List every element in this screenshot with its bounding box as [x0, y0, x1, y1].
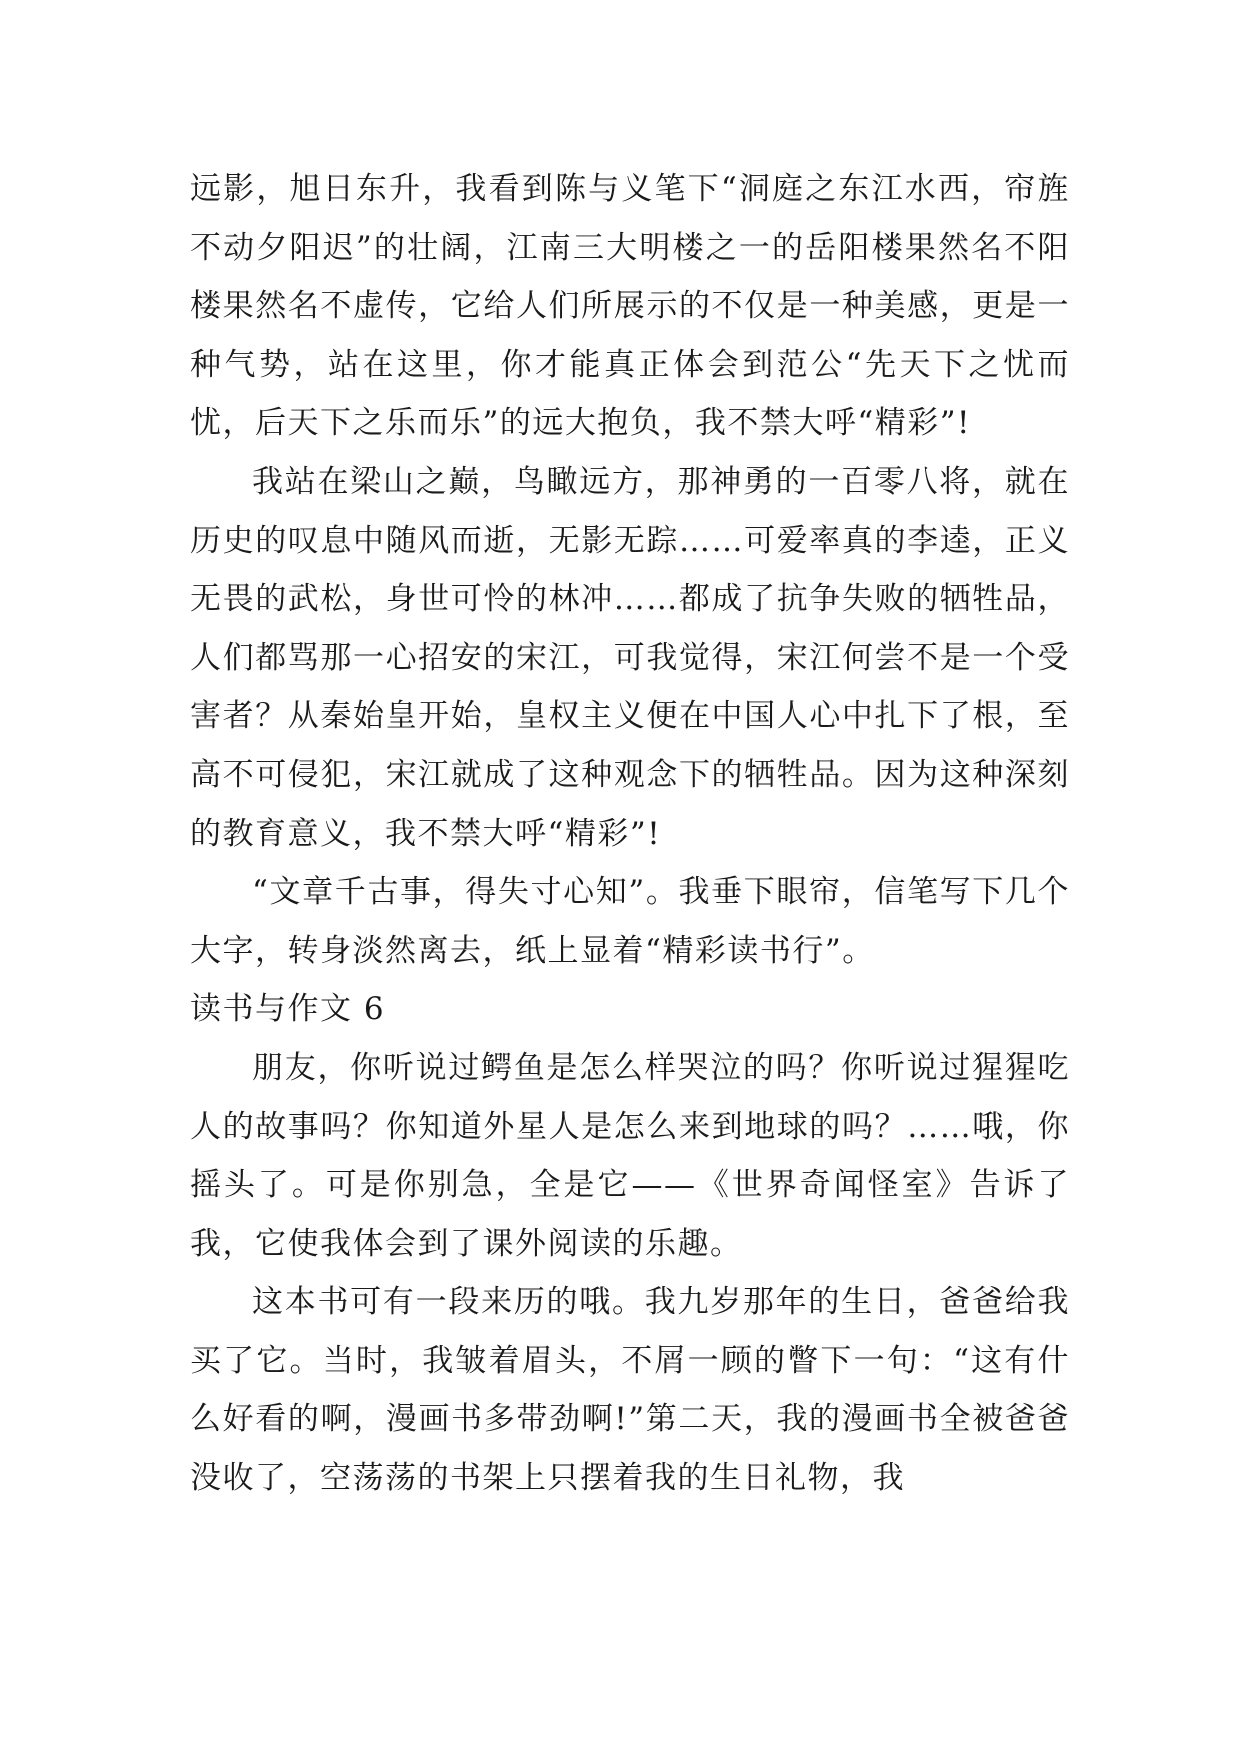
- paragraph-friend-question: 朋友，你听说过鳄鱼是怎么样哭泣的吗？你听说过猩猩吃人的故事吗？你知道外星人是怎么来到地球的吗？……哦，你摇头了。可是你别急，全是它——《世界奇闻怪室》告诉了我，它使我体会到了课外阅读的乐趣。: [190, 1049, 1070, 1262]
- section-heading: 读书与作文 6: [190, 991, 386, 1028]
- paragraph-yueyang-tower: 远影，旭日东升，我看到陈与义笔下“洞庭之东江水西，帘旌不动夕阳迟”的壮阔，江南三大明楼之一的岳阳楼果然名不阳楼果然名不虚传，它给人们所展示的不仅是一种美感，更是一种气势，站在这里，你才能真正体会到范公“先天下之忧而忧，后天下之乐而乐”的远大抱负，我不禁大呼“精彩”!: [190, 171, 1070, 442]
- document-body: [190, 160, 1070, 1508]
- paragraph-book-history: 这本书可有一段来历的哦。我九岁那年的生日，爸爸给我买了它。当时，我皱着眉头，不屑一顾的瞥下一句：“这有什么好看的啊，漫画书多带劲啊!”第二天，我的漫画书全被爸爸没收了，空荡荡的书架上只摆着我的生日礼物，我: [190, 1284, 1070, 1497]
- paragraph-conclusion: “文章千古事，得失寸心知”。我垂下眼帘，信笔写下几个大字，转身淡然离去，纸上显着“精彩读书行”。: [190, 874, 1070, 969]
- paragraph-liangshan: 我站在梁山之巅，鸟瞰远方，那神勇的一百零八将，就在历史的叹息中随风而逝，无影无踪……可爱率真的李逵，正义无畏的武松，身世可怜的林冲……都成了抗争失败的牺牲品，人们都骂那一心招安的宋江，可我觉得，宋江何尝不是一个受害者？从秦始皇开始，皇权主义便在中国人心中扎下了根，至高不可侵犯，宋江就成了这种观念下的牺牲品。因为这种深刻的教育意义，我不禁大呼“精彩”!: [190, 463, 1070, 852]
